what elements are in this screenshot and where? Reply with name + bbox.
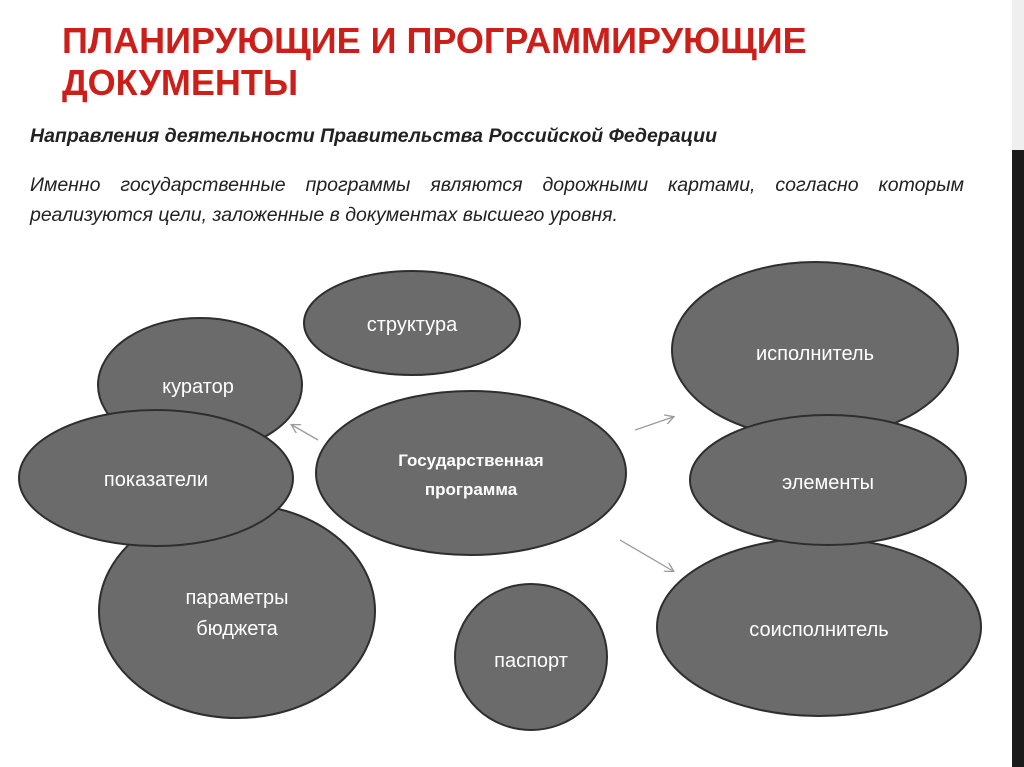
arrow-to-executor	[635, 417, 673, 430]
title-line-1: ПЛАНИРУЮЩИЕ И ПРОГРАММИРУЮЩИЕ	[62, 20, 807, 61]
node-state-program-label-line2: программа	[424, 480, 518, 499]
node-passport-label: паспорт	[494, 650, 568, 672]
arrow-to-co-executor	[620, 540, 673, 571]
node-co-executor	[657, 538, 981, 716]
node-elements	[690, 415, 966, 545]
node-indicators-label: показатели	[103, 469, 209, 491]
node-executor-label: исполнитель	[755, 343, 875, 365]
node-indicators	[19, 410, 293, 546]
node-elements-label: элементы	[781, 472, 875, 494]
node-state-program-label-line1: Государственная	[398, 451, 544, 470]
title-line-2: ДОКУМЕНТЫ	[62, 62, 299, 103]
node-structure	[304, 271, 520, 375]
arrow-to-curator	[292, 425, 318, 440]
slide-subtitle: Направления деятельности Правительства Российской Федерации	[30, 125, 717, 147]
slide-edge-accent	[1012, 150, 1024, 767]
node-budget-label-line2: бюджета	[196, 618, 278, 640]
node-state-program	[316, 391, 626, 555]
node-curator-label: куратор	[162, 376, 234, 398]
node-structure-label: структура	[366, 314, 458, 336]
node-budget-label-line1: параметры	[185, 587, 289, 609]
node-co-executor-label: соисполнитель	[749, 619, 889, 641]
node-executor	[672, 262, 958, 438]
body-paragraph: Именно государственные программы являются дорожными картами, согласно которым реализуются цели, заложенные в документах высшего уровня.	[30, 174, 964, 226]
node-passport	[455, 584, 607, 730]
